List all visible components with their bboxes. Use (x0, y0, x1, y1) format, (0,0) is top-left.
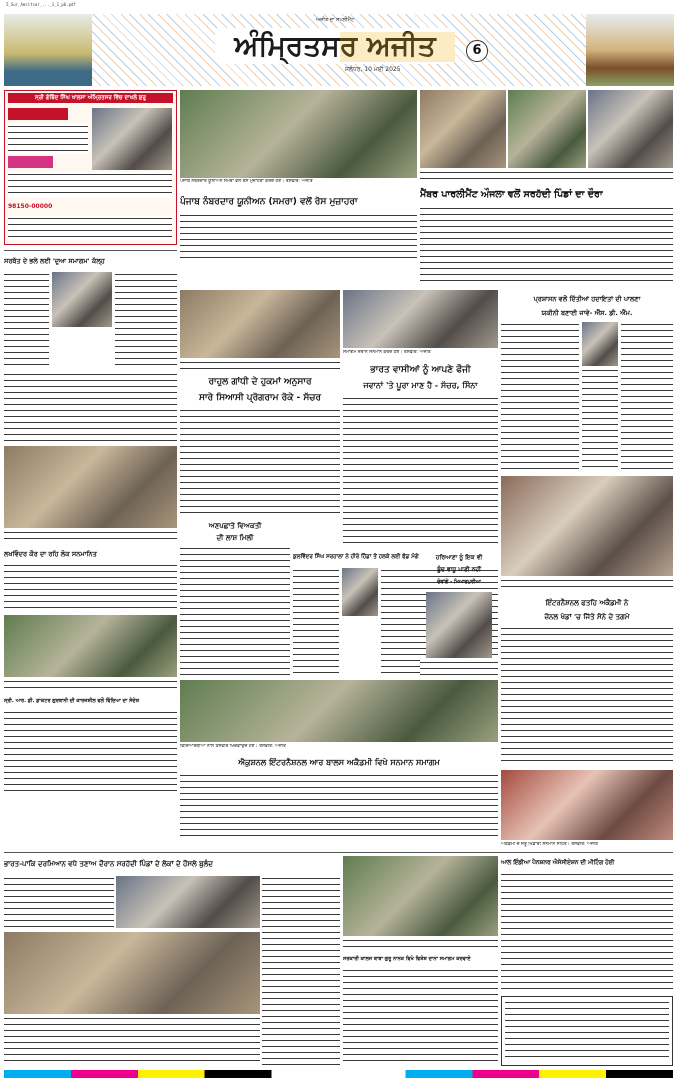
article-16-headline: ਆਲ ਇੰਡੀਆ ਪੈਨਸ਼ਨਰ ਐਸੋਸੀਏਸ਼ਨ ਦੀ ਮੀਟਿੰਗ ਹੋਈ (501, 860, 615, 866)
print-slug: 5_Sur_Amritsar_..._1_1_p6.pdf (6, 2, 76, 7)
golden-temple-image (4, 14, 92, 86)
article-10-headline-line3: ਦੇਵਾਂਗੇ - ਮਿਆਦਪੁਰੀਆ (437, 579, 481, 585)
article-14-headline: ਭਾਰਤ-ਪਾਕਿ ਦਰਮਿਆਨ ਵਧੇ ਤਣਾਅ ਦੌਰਾਨ ਸਰਹੱਦੀ ਪਿੰਡਾਂ ਦੇ ਲੋਕਾਂ ਦੇ ਹੌਸਲੇ ਬੁਲੰਦ (4, 860, 213, 868)
article-12-body (4, 710, 177, 792)
ad-red-block (8, 108, 68, 120)
welcome-students-caption (501, 578, 673, 590)
article-5-headline-line1: ਭਾਰਤ ਵਾਸੀਆਂ ਨੂੰ ਆਪਣੇ ਫੌਜੀ (370, 365, 471, 375)
article-3-body-left (4, 272, 49, 370)
edition-tag: ਅਜੀਤ ਦਾ ਸਪਲੀਮੈਂਟ (315, 17, 355, 23)
article-3-headline: ਸਰਬੱਤ ਦੇ ਭਲੇ ਲਈ 'ਦੁਆ ਸਮਾਗਮ' ਕੱਲ੍ਹ (4, 257, 105, 265)
academy-group-photo (180, 680, 498, 742)
college-event-photo (343, 856, 498, 936)
pensioners-banner-photo (501, 770, 673, 840)
article-13-headline: ਐਕੁਸ਼ਨਲ ਇੰਟਰਨੈਸ਼ਨਲ ਆਰ ਬਾਲਸ ਅਕੈਡਮੀ ਵਿਖੇ ਸਨਮਾਨ ਸਮਾਗਮ (238, 758, 440, 767)
article-9-body-left (293, 568, 339, 676)
article-14-body-left (4, 876, 114, 930)
honour-ceremony-caption (4, 530, 177, 544)
protest-photo-caption: ਪੰਜਾਬ ਨੰਬਰਦਾਰ ਯੂਨੀਅਨ ਸਮਰਾ ਵਲੋਂ ਰੋਸ ਮੁਜ਼ਾਹਰਾ ਕਰਦੇ ਹੋਏ। ਤਸਵੀਰ: ਅਜੀਤ (180, 179, 313, 184)
article-15-body (343, 968, 498, 1066)
article-10-headline-line2: ਬੂੰਦ ਵਾਧੂ ਪਾਣੀ ਨਹੀਂ (437, 566, 481, 573)
miyadpuria-portrait (426, 592, 492, 658)
article-6-body-lower (582, 368, 618, 472)
article-1-headline: ਪੰਜਾਬ ਨੰਬਰਦਾਰ ਯੂਨੀਅਨ (ਸਮਰਾ) ਵਲੋਂ ਰੋਸ ਮੁਜ਼ਾਹਰਾ (180, 197, 358, 207)
article-5-body (343, 396, 498, 546)
article-14-body-right (262, 876, 340, 1066)
sachar-photo-2 (343, 290, 498, 348)
article-16-body (501, 872, 673, 992)
mp-visit-photo-2 (508, 90, 586, 168)
protest-photo (180, 90, 417, 178)
article-11-headline-line1: ਇੰਟਰਨੈਸ਼ਨਲ ਫਤਹਿ ਅਕੈਡਮੀ ਨੇ (545, 599, 629, 607)
students-photo-caption (4, 679, 177, 691)
honour-ceremony-photo (4, 446, 177, 528)
issue-date: ਜਲੰਧਰ, 10 ਮਈ 2025 (345, 66, 401, 73)
article-13-body (180, 773, 498, 839)
article-6-headline-line2: ਯਕੀਨੀ ਬਣਾਈ ਜਾਵੇ- ਐੱਸ. ਡੀ. ਐੱਮ. (541, 309, 633, 317)
article-1-body (180, 213, 417, 263)
article-7-body (4, 563, 177, 613)
mp-visit-photo-3 (588, 90, 673, 168)
sarhala-portrait (342, 568, 378, 616)
article-4-headline-line1: ਰਾਹੁਲ ਗਾਂਧੀ ਦੇ ਹੁਕਮਾਂ ਅਨੁਸਾਰ (208, 377, 312, 387)
article-2-body (420, 206, 673, 286)
article-9-headline: ਕੁਲਵਿੰਦਰ ਸਿੰਘ ਸਰਹਾਲਾ ਨੇ ਹੀਰੋ ਹਿੰਡਾ ਤੋਂ ਹਲਕੇ ਲਈ ਫੰਡ ਮੰਗੇ (293, 554, 419, 560)
article-10-headline-line1: ਹਰਿਆਣਾ ਨੂੰ ਇਕ ਵੀ (435, 554, 483, 561)
border-village-photo-2 (4, 932, 260, 1014)
divider (4, 250, 177, 251)
ad-pink-block (8, 156, 53, 168)
article-8-headline-line1: ਅਣਪਛਾਤੇ ਵਿਅਕਤੀ (208, 522, 262, 530)
article-12-headline: ਸ੍ਰੀ. ਆਰ. ਡੀ. ਡਾਕਟਰ ਗੁਰਬਾਨੀ ਦੀ ਕਾਰਜਸ਼ੀਲ ਵਲੋਂ ਵਿੱਦਿਆ ਦਾ ਸੰਦੇਸ਼ (4, 698, 140, 704)
article-4-body (180, 408, 340, 518)
heritage-monument-image (586, 14, 674, 86)
divider-bottom (4, 852, 673, 853)
mp-visit-caption (420, 170, 673, 184)
article-6-body-left (501, 322, 579, 472)
article-14-body-bottom (4, 1016, 260, 1066)
article-3-body-bottom (4, 372, 177, 442)
dua-samagam-photo (52, 272, 112, 327)
sachar-photo-2-caption: ਸਮਾਗਮ ਦੌਰਾਨ ਸਨਮਾਨ ਕਰਦੇ ਹੋਏ। ਤਸਵੀਰ: ਅਜੀਤ (343, 350, 431, 355)
ad-text-block-3 (8, 216, 172, 240)
sachar-photo-1 (180, 290, 340, 358)
article-6-body-right (621, 322, 673, 472)
print-colour-bar (4, 1070, 673, 1078)
sdm-portrait (582, 322, 618, 366)
ad-text-block-2 (8, 172, 172, 198)
article-5-headline-line2: ਜਵਾਨਾਂ 'ਤੇ ਪੂਰਾ ਮਾਣ ਹੈ - ਸੱਚਰ, ਸਿੰਨਾ (363, 381, 478, 390)
article-8-headline-line2: ਦੀ ਲਾਸ਼ ਮਿਲੀ (216, 534, 254, 542)
sachar-photo-1-caption (180, 360, 340, 372)
mp-visit-photo-1 (420, 90, 506, 168)
article-6-headline-line1: ਪ੍ਰਸ਼ਾਸਨ ਵਲੋਂ ਦਿੱਤੀਆਂ ਹਦਾਇਤਾਂ ਦੀ ਪਾਲਣਾ (533, 295, 641, 303)
article-10-body (420, 660, 498, 676)
border-village-photo-1 (116, 876, 260, 928)
ad-text-block (8, 124, 88, 154)
article-3-body-right (115, 272, 177, 370)
imprint-text (505, 1000, 669, 1062)
ad-campus-photo (92, 108, 172, 170)
article-8-body (180, 546, 290, 676)
welcome-students-photo (501, 476, 673, 576)
page-number: 6 (472, 43, 482, 58)
academy-group-caption: ਵਿਦਿਆਰਥੀਆਂ ਨਾਲ ਤਸਵੀਰ ਖਿਚਵਾਉਂਦੇ ਹੋਏ। ਤਸਵੀਰ: ਅਜੀਤ (180, 744, 286, 749)
article-11-headline-line2: ਜ਼ੋਨਲ ਖੇਡਾਂ 'ਚ ਜਿੱਤੇ ਸੋਨੇ ਦੇ ਤਗਮੇ (544, 613, 630, 621)
article-2-headline: ਮੈਂਬਰ ਪਾਰਲੀਮੈਂਟ ਔਜਲਾ ਵਲੋਂ ਸਰਹੱਦੀ ਪਿੰਡਾਂ ਦਾ ਦੌਰਾ (420, 189, 603, 200)
article-7-headline: ਲਖਵਿੰਦਰ ਕੌਰ ਦਾ ਰਹਿ ਲੋਕ ਸਨਮਾਨਿਤ (4, 550, 97, 558)
pensioners-photo-caption: ਅਕੈਡਮੀ ਦੇ ਜੇਤੂ ਖਿਡਾਰੀ ਸਨਮਾਨ ਸਹਿਤ। ਤਸਵੀਰ: ਅਜੀਤ (501, 842, 599, 847)
article-11-body (501, 626, 673, 766)
article-15-headline: ਸਰਕਾਰੀ ਕਾਲਜ ਬਾਬਾ ਗੁਰੂ ਨਾਨਕ ਵਿਖੇ ਵਿਸ਼ੇਸ਼ ਦਾਨਾ ਸਮਾਗਮ ਕਰਵਾਏ (343, 956, 471, 962)
masthead-title: ਅੰਮ੍ਰਿਤਸਰ ਅਜੀਤ (215, 28, 455, 64)
masthead-accent-bar (340, 32, 455, 62)
college-event-caption (343, 938, 498, 950)
article-4-headline-line2: ਸਾਰੇ ਸਿਆਸੀ ਪ੍ਰੋਗਰਾਮ ਰੋਕੇ - ਸੱਚਰ (198, 393, 322, 403)
ad-title: ਸ੍ਰੀ ਗੋਬਿੰਦ ਸਿੰਘ ਖਾਲਸਾ ਅੰਮ੍ਰਿਤਸਰ ਵਿੱਚ ਦਾਖਲੇ ਸ਼ੁਰੂ (8, 93, 173, 103)
ad-phone: 98150-00000 (8, 203, 53, 210)
students-photo-left (4, 615, 177, 677)
